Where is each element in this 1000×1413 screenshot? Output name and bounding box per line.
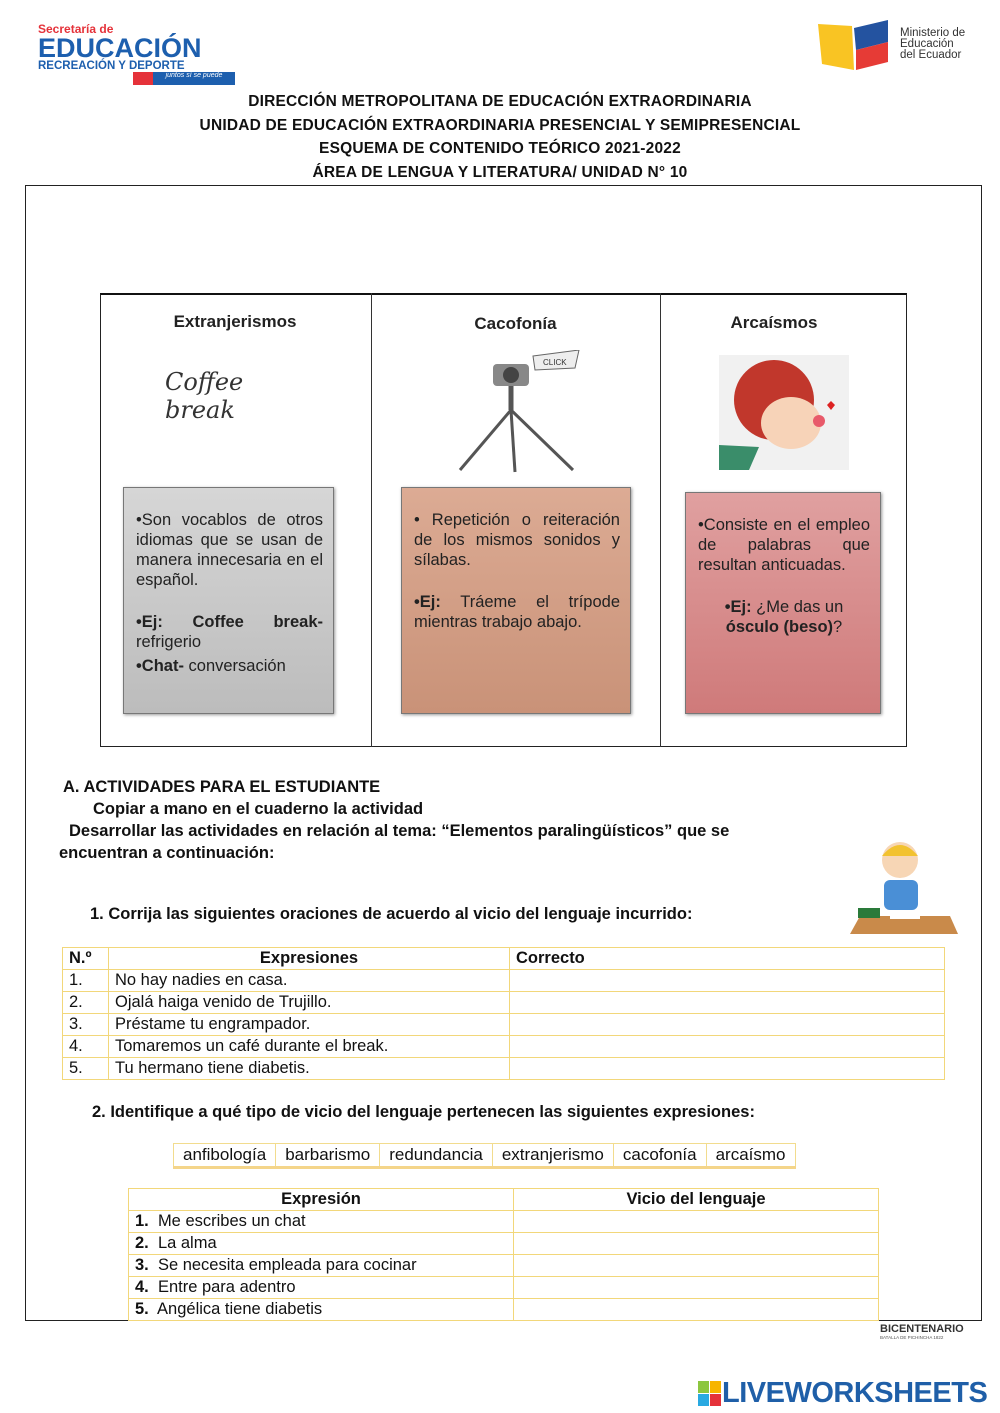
liveworksheets-logo bbox=[698, 1377, 987, 1410]
expression: Se necesita empleada para cocinar bbox=[157, 1256, 417, 1274]
row-number: 5. bbox=[63, 1058, 109, 1080]
header-title: DIRECCIÓN METROPOLITANA DE EDUCACIÓN EXTRAORDINARIA bbox=[248, 93, 752, 110]
book-flag-icon bbox=[818, 20, 890, 72]
column-header: N.º bbox=[63, 948, 109, 970]
kissing-child-image bbox=[719, 355, 849, 475]
expression: Tomaremos un café durante el break. bbox=[109, 1036, 510, 1058]
table-row bbox=[129, 1211, 879, 1233]
example-label: •Ej: Coffee break- bbox=[136, 613, 323, 631]
instruction: encuentran a continuación: bbox=[59, 844, 275, 862]
logo-text: Secretaría de bbox=[38, 22, 114, 36]
concept-title: Cacofonía bbox=[474, 314, 557, 333]
column-header: Expresiones bbox=[109, 948, 510, 970]
definition: •Son vocablos de otros idiomas que se usan de manera innecesaria en el español. bbox=[136, 511, 323, 589]
expression: Entre para adentro bbox=[157, 1278, 296, 1296]
answer-cell[interactable] bbox=[510, 970, 945, 992]
concept-card-arcaismos bbox=[685, 492, 881, 714]
header-title: ÁREA DE LENGUA Y LITERATURA/ UNIDAD N° 10 bbox=[312, 164, 688, 181]
liveworksheets-icon bbox=[698, 1381, 722, 1407]
column-header: Expresión bbox=[129, 1189, 514, 1211]
table-row bbox=[63, 1014, 945, 1036]
example-label: •Chat- bbox=[136, 657, 184, 675]
expression: Angélica tiene diabetis bbox=[157, 1300, 323, 1318]
word-bank-item: redundancia bbox=[380, 1144, 493, 1168]
word-bank-item: anfibología bbox=[174, 1144, 276, 1168]
word-bank-item: extranjerismo bbox=[492, 1144, 613, 1168]
expression: No hay nadies en casa. bbox=[109, 970, 510, 992]
expression: Ojalá haiga venido de Trujillo. bbox=[109, 992, 510, 1014]
table-row bbox=[63, 1036, 945, 1058]
concept-title: Extranjerismos bbox=[173, 312, 297, 331]
answer-cell[interactable] bbox=[514, 1233, 879, 1255]
student-writing-image bbox=[850, 838, 960, 941]
brand-text: LIVEWORKSHEETS bbox=[722, 1377, 988, 1409]
table-row bbox=[63, 970, 945, 992]
classification-table bbox=[128, 1188, 879, 1321]
concept-title: Arcaísmos bbox=[730, 313, 818, 332]
answer-cell[interactable] bbox=[514, 1211, 879, 1233]
answer-cell[interactable] bbox=[514, 1255, 879, 1277]
word-bank-item: cacofonía bbox=[613, 1144, 706, 1168]
divider bbox=[371, 293, 372, 747]
tripod-camera-image bbox=[455, 350, 585, 480]
expression: La alma bbox=[157, 1234, 217, 1252]
word-bank-item: barbarismo bbox=[276, 1144, 380, 1168]
column-header: Correcto bbox=[510, 948, 945, 970]
logo-text: Ministerio de bbox=[900, 27, 966, 39]
logo-text: BICENTENARIO bbox=[880, 1323, 964, 1335]
table-row bbox=[129, 1233, 879, 1255]
example-bold: ósculo (beso) bbox=[725, 618, 834, 636]
table-row bbox=[129, 1299, 879, 1321]
definition: • Repetición o reiteración de los mismos sonidos y sílabas. bbox=[414, 511, 620, 569]
expression: Préstame tu engrampador. bbox=[109, 1014, 510, 1036]
ministerio-logo bbox=[818, 20, 966, 77]
concept-card-extranjerismos bbox=[123, 487, 334, 714]
row-number: 5. bbox=[135, 1300, 149, 1318]
table-row bbox=[63, 992, 945, 1014]
row-number: 2. bbox=[135, 1234, 149, 1252]
example-label: •Ej: bbox=[724, 598, 752, 616]
example-text: refrigerio bbox=[136, 633, 202, 651]
expression: Tu hermano tiene diabetis. bbox=[109, 1058, 510, 1080]
answer-cell[interactable] bbox=[510, 1058, 945, 1080]
header-title: UNIDAD DE EDUCACIÓN EXTRAORDINARIA PRESENCIAL Y SEMIPRESENCIAL bbox=[199, 117, 801, 134]
answer-cell[interactable] bbox=[514, 1299, 879, 1321]
answer-cell[interactable] bbox=[510, 1014, 945, 1036]
word-bank-item: arcaísmo bbox=[706, 1144, 795, 1168]
secretaria-logo bbox=[38, 22, 223, 85]
example-text: ¿Me das un bbox=[751, 598, 844, 616]
row-number: 2. bbox=[63, 992, 109, 1014]
column-header: Vicio del lenguaje bbox=[514, 1189, 879, 1211]
correction-table bbox=[62, 947, 945, 1080]
question-2-title: 2. Identifique a qué tipo de vicio del lenguaje pertenecen las siguientes expresiones: bbox=[92, 1103, 755, 1121]
definition: •Consiste en el empleo de palabras que resultan anticuadas. bbox=[698, 516, 870, 574]
logo-text: RECREACIÓN Y DEPORTE bbox=[38, 60, 185, 72]
divider bbox=[660, 293, 661, 747]
instruction: Desarrollar las actividades en relación al tema: “Elementos paralingüísticos” que se bbox=[69, 822, 730, 840]
answer-cell[interactable] bbox=[514, 1277, 879, 1299]
answer-cell[interactable] bbox=[510, 992, 945, 1014]
concept-card-cacofonia bbox=[401, 487, 631, 714]
answer-cell[interactable] bbox=[510, 1036, 945, 1058]
example-text: ? bbox=[833, 618, 843, 636]
table-row bbox=[129, 1277, 879, 1299]
logo-tagline: juntos sí se puede bbox=[133, 72, 235, 85]
row-number: 4. bbox=[135, 1278, 149, 1296]
row-number: 3. bbox=[63, 1014, 109, 1036]
word-bank bbox=[173, 1143, 796, 1169]
header-title: ESQUEMA DE CONTENIDO TEÓRICO 2021-2022 bbox=[319, 140, 681, 157]
logo-text: del Ecuador bbox=[900, 49, 962, 61]
click-label: CLICK bbox=[543, 358, 567, 367]
expression: Me escribes un chat bbox=[157, 1212, 306, 1230]
bicentenario-logo bbox=[880, 1323, 964, 1340]
row-number: 1. bbox=[135, 1212, 149, 1230]
example-text: conversación bbox=[183, 657, 286, 675]
example-text: Tráeme el trípode mientras trabajo abajo. bbox=[414, 593, 620, 631]
row-number: 1. bbox=[63, 970, 109, 992]
example-label: •Ej: bbox=[414, 593, 441, 611]
question-1-title: 1. Corrija las siguientes oraciones de acuerdo al vicio del lenguaje incurrido: bbox=[90, 905, 693, 923]
table-row bbox=[63, 1058, 945, 1080]
table-row bbox=[129, 1255, 879, 1277]
row-number: 3. bbox=[135, 1256, 149, 1274]
row-number: 4. bbox=[63, 1036, 109, 1058]
logo-text: BATALLA DE PICHINCHA 1822 bbox=[880, 1335, 944, 1340]
coffee-break-image: Coffee break bbox=[165, 368, 244, 424]
instruction: Copiar a mano en el cuaderno la actividad bbox=[93, 800, 424, 818]
section-heading: A. ACTIVIDADES PARA EL ESTUDIANTE bbox=[63, 778, 381, 796]
logo-text: Educación bbox=[900, 38, 954, 50]
logo-text: EDUCACIÓN bbox=[38, 33, 202, 63]
